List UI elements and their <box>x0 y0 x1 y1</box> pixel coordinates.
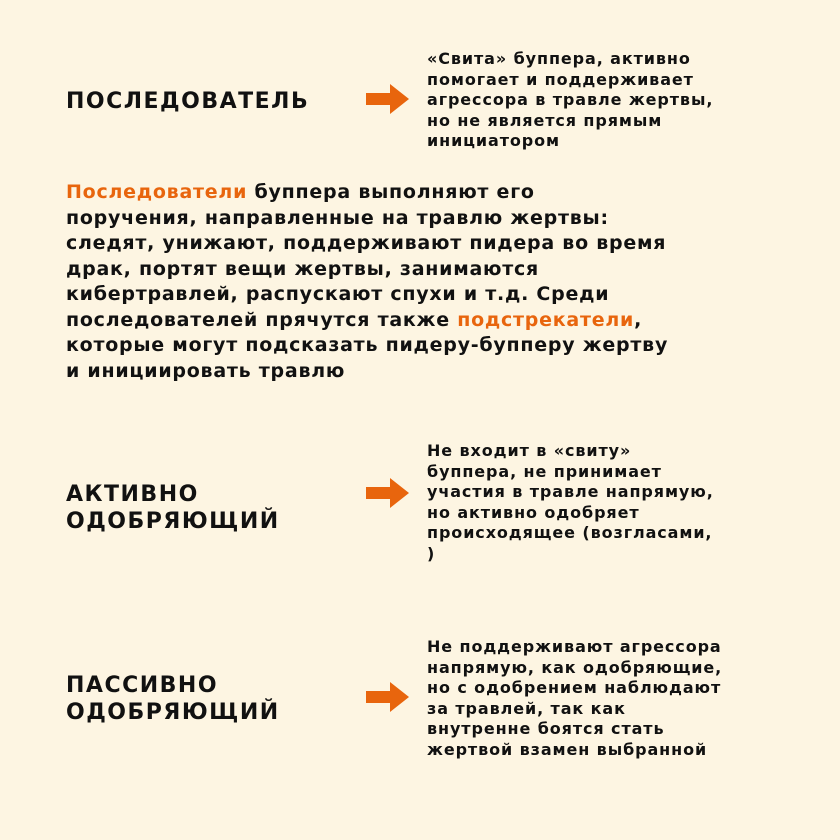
term-active-approver <box>66 481 280 535</box>
description-line: жертвой взамен выбранной <box>427 739 708 759</box>
description-line: Не поддерживают агрессора <box>427 637 722 656</box>
term-line: ПАССИВНО <box>66 673 219 698</box>
arrow-right-icon <box>366 82 410 116</box>
paragraph-line: драк, портят вещи жертвы, занимаются <box>66 257 539 280</box>
highlight-instigators: подстрекатели <box>457 308 635 331</box>
description-line: но не является прямым <box>427 110 663 130</box>
description-line: агрессора в травле жертвы, <box>427 90 714 109</box>
term-line: ПОСЛЕДОВАТЕЛЬ <box>66 89 310 114</box>
description-line: внутренне боятся стать <box>427 719 665 738</box>
paragraph-line: кибертравлей, распускают спухи и т.д. Среди <box>66 283 610 305</box>
paragraph-line: поручения, направленные на травлю жертвы: <box>66 206 609 229</box>
paragraph-line: которые могут подсказать пидеру-бупперу жертву <box>66 334 669 356</box>
paragraph-line: последователей прячутся также подстрекатели, <box>66 308 643 331</box>
description-active-approver <box>427 441 772 564</box>
description-line: но активно одобряет <box>427 502 640 522</box>
description-line: помогает и поддерживает <box>427 69 694 89</box>
term-passive-approver <box>66 672 280 726</box>
arrow-right-icon <box>366 680 410 714</box>
description-line: участия в травле напрямую, <box>427 482 714 501</box>
follower-paragraph <box>66 180 786 384</box>
description-line: но с одобрением наблюдают <box>427 678 722 697</box>
description-line: «Свита» буппера, активно <box>427 49 691 68</box>
term-line: ОДОБРЯЮЩИЙ <box>66 700 280 725</box>
description-line: за травлей, так как <box>427 698 626 718</box>
paragraph-line: следят, унижают, поддерживают пидера во время <box>66 232 667 254</box>
description-line: ) <box>427 543 436 563</box>
paragraph-line: и инициировать травлю <box>66 359 346 382</box>
highlight-followers: Последователи <box>66 181 248 203</box>
description-line: инициатором <box>427 131 561 150</box>
description-line: напрямую, как одобряющие, <box>427 657 723 677</box>
description-line: Не входит в «свиту» <box>427 441 632 460</box>
description-passive-approver <box>427 637 772 760</box>
description-follower <box>427 49 772 152</box>
description-line: происходящее (возгласами, <box>427 523 713 542</box>
term-line: ОДОБРЯЮЩИЙ <box>66 509 280 534</box>
arrow-right-icon <box>366 476 410 510</box>
term-follower <box>66 88 309 115</box>
paragraph-line: Последователи буппера выполняют его <box>66 181 535 203</box>
description-line: буппера, не принимает <box>427 461 662 481</box>
term-line: АКТИВНО <box>66 482 199 507</box>
